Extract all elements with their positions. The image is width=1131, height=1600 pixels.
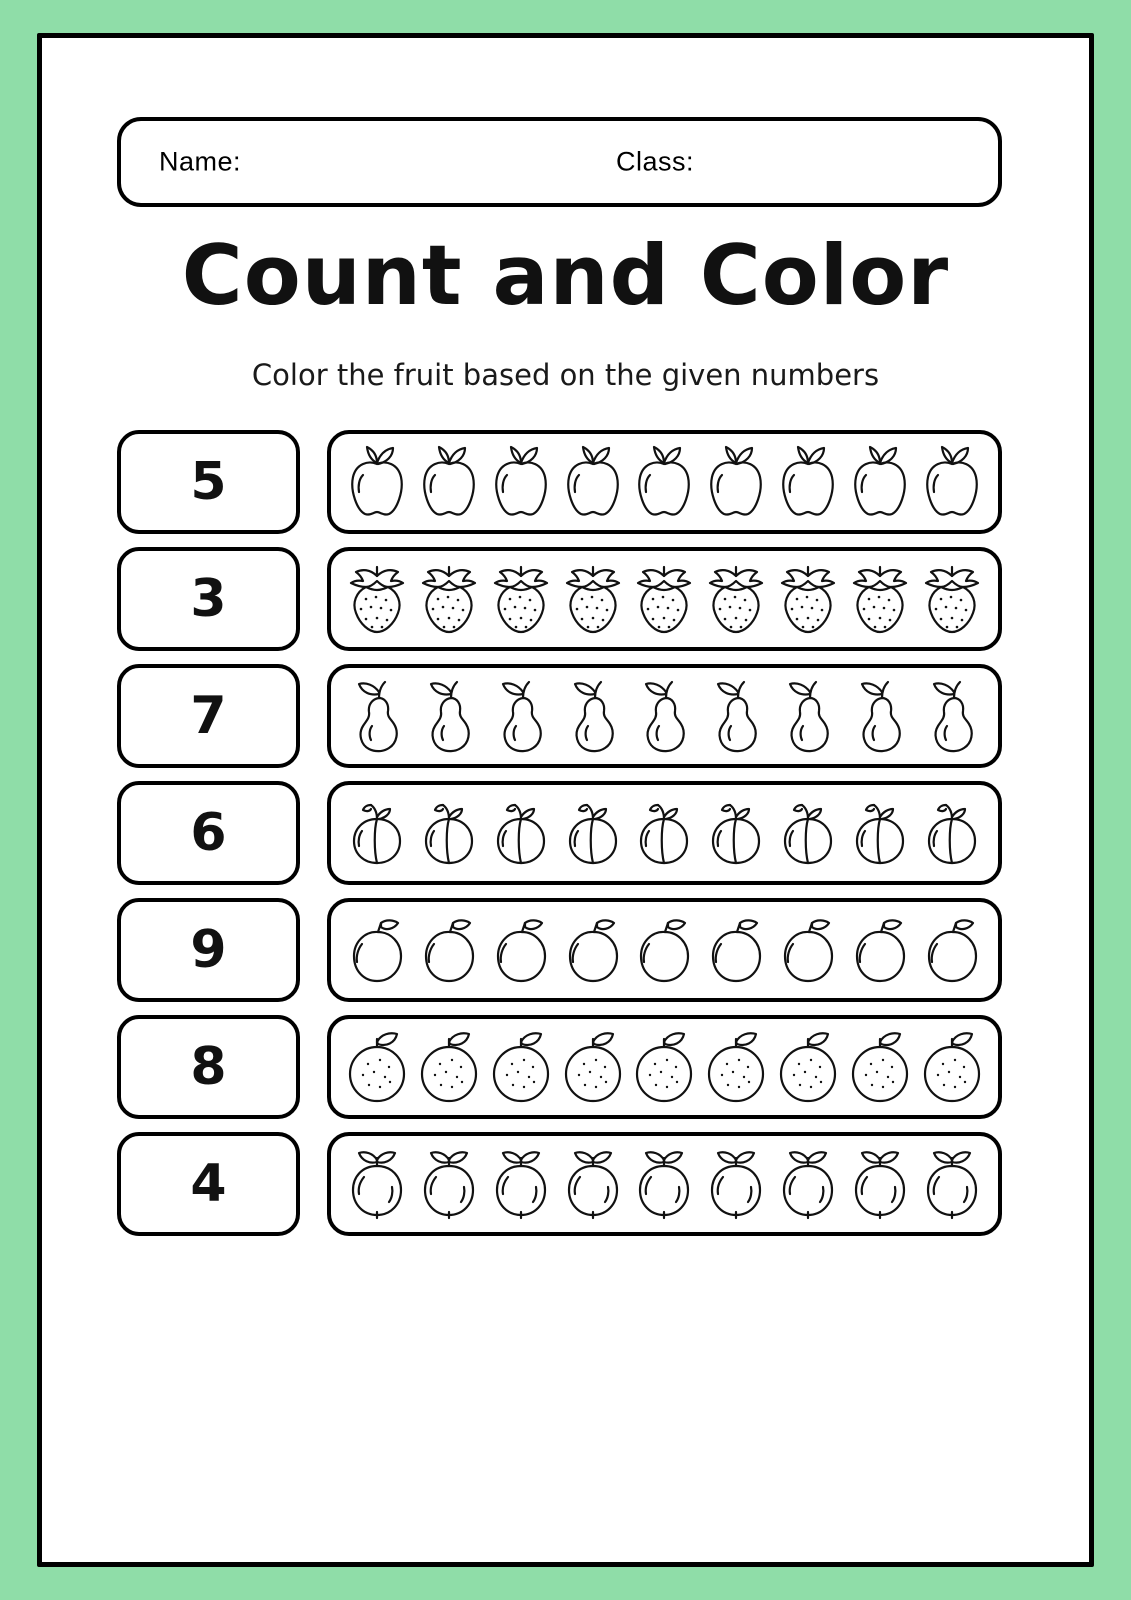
mango-icon[interactable] [560, 910, 626, 990]
plum-icon[interactable] [775, 793, 841, 873]
lemon-icon[interactable] [703, 1144, 769, 1224]
pear-icon[interactable] [344, 676, 410, 756]
lemon-icon[interactable] [919, 1144, 985, 1224]
strawberry-icon[interactable] [847, 559, 913, 639]
apple-icon[interactable] [560, 442, 626, 522]
number-value: 7 [190, 686, 227, 746]
page-subtitle: Color the fruit based on the given numbers [251, 358, 880, 392]
apple-icon[interactable] [919, 442, 985, 522]
fruit-strip [327, 664, 1002, 768]
fruit-strip [327, 547, 1002, 651]
number-box [117, 430, 300, 534]
number-box [117, 664, 300, 768]
pear-icon[interactable] [631, 676, 697, 756]
plum-icon[interactable] [631, 793, 697, 873]
mango-icon[interactable] [775, 910, 841, 990]
pear-icon[interactable] [488, 676, 554, 756]
lemon-icon[interactable] [560, 1144, 626, 1224]
exercise-row [117, 1015, 1002, 1119]
fruit-strip [327, 1015, 1002, 1119]
plum-icon[interactable] [416, 793, 482, 873]
class-label: Class: [616, 146, 695, 177]
apple-icon[interactable] [775, 442, 841, 522]
mango-icon[interactable] [488, 910, 554, 990]
orange-icon[interactable] [847, 1027, 913, 1107]
orange-icon[interactable] [703, 1027, 769, 1107]
mango-icon[interactable] [344, 910, 410, 990]
strawberry-icon[interactable] [631, 559, 697, 639]
plum-icon[interactable] [703, 793, 769, 873]
fruit-strip [327, 781, 1002, 885]
plum-icon[interactable] [847, 793, 913, 873]
exercise-row [117, 547, 1002, 651]
exercise-rows [117, 430, 1002, 1249]
number-box [117, 1015, 300, 1119]
exercise-row [117, 781, 1002, 885]
apple-icon[interactable] [488, 442, 554, 522]
orange-icon[interactable] [631, 1027, 697, 1107]
number-value: 9 [190, 920, 227, 980]
exercise-row [117, 898, 1002, 1002]
fruit-strip [327, 898, 1002, 1002]
plum-icon[interactable] [344, 793, 410, 873]
fruit-strip [327, 1132, 1002, 1236]
orange-icon[interactable] [416, 1027, 482, 1107]
worksheet-page [37, 33, 1094, 1567]
page-title: Count and Color [181, 227, 950, 324]
apple-icon[interactable] [631, 442, 697, 522]
number-value: 8 [190, 1037, 227, 1097]
mango-icon[interactable] [631, 910, 697, 990]
orange-icon[interactable] [344, 1027, 410, 1107]
strawberry-icon[interactable] [416, 559, 482, 639]
mango-icon[interactable] [703, 910, 769, 990]
plum-icon[interactable] [560, 793, 626, 873]
strawberry-icon[interactable] [560, 559, 626, 639]
mango-icon[interactable] [919, 910, 985, 990]
pear-icon[interactable] [919, 676, 985, 756]
name-label: Name: [159, 146, 242, 177]
mango-icon[interactable] [416, 910, 482, 990]
pear-icon[interactable] [847, 676, 913, 756]
number-box [117, 781, 300, 885]
number-box [117, 547, 300, 651]
number-box [117, 1132, 300, 1236]
apple-icon[interactable] [847, 442, 913, 522]
lemon-icon[interactable] [344, 1144, 410, 1224]
plum-icon[interactable] [919, 793, 985, 873]
number-value: 5 [190, 452, 227, 512]
orange-icon[interactable] [488, 1027, 554, 1107]
fruit-strip [327, 430, 1002, 534]
orange-icon[interactable] [775, 1027, 841, 1107]
strawberry-icon[interactable] [344, 559, 410, 639]
number-value: 4 [190, 1154, 227, 1214]
lemon-icon[interactable] [416, 1144, 482, 1224]
orange-icon[interactable] [560, 1027, 626, 1107]
number-value: 6 [190, 803, 227, 863]
mango-icon[interactable] [847, 910, 913, 990]
name-class-box [117, 117, 1002, 207]
number-value: 3 [190, 569, 227, 629]
strawberry-icon[interactable] [919, 559, 985, 639]
strawberry-icon[interactable] [488, 559, 554, 639]
exercise-row [117, 1132, 1002, 1236]
pear-icon[interactable] [703, 676, 769, 756]
lemon-icon[interactable] [775, 1144, 841, 1224]
orange-icon[interactable] [919, 1027, 985, 1107]
number-box [117, 898, 300, 1002]
strawberry-icon[interactable] [775, 559, 841, 639]
apple-icon[interactable] [344, 442, 410, 522]
lemon-icon[interactable] [847, 1144, 913, 1224]
pear-icon[interactable] [416, 676, 482, 756]
lemon-icon[interactable] [631, 1144, 697, 1224]
exercise-row [117, 430, 1002, 534]
lemon-icon[interactable] [488, 1144, 554, 1224]
apple-icon[interactable] [703, 442, 769, 522]
strawberry-icon[interactable] [703, 559, 769, 639]
apple-icon[interactable] [416, 442, 482, 522]
plum-icon[interactable] [488, 793, 554, 873]
pear-icon[interactable] [560, 676, 626, 756]
pear-icon[interactable] [775, 676, 841, 756]
exercise-row [117, 664, 1002, 768]
